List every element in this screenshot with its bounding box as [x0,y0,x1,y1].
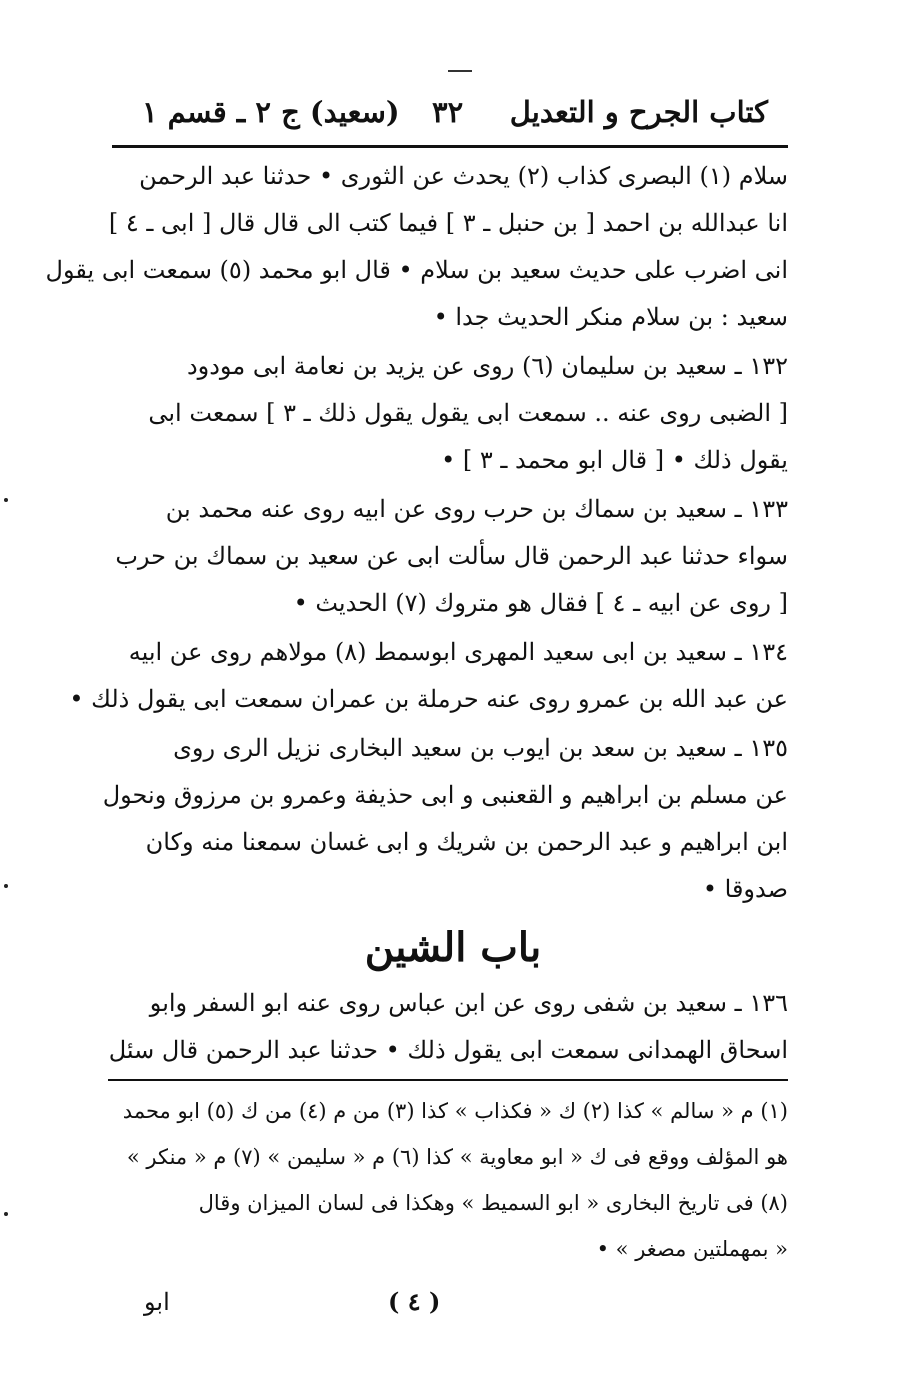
text-line: ١٣٣ ـ سعيد بن سماك بن حرب روى عن ابيه روى عنه محمد بن [165,495,788,523]
entry-continuation [45,153,788,341]
text-line: ١٣٦ ـ سعيد بن شفى روى عن ابن عباس روى عنه ابو السفر وابو [149,989,788,1017]
entry-133 [115,486,788,627]
footnote-line: (٨) فى تاريخ البخارى « ابو السميط » وهكذا فى لسان الميزان وقال [198,1191,788,1215]
header-rule [112,145,788,148]
footnote-rule [108,1079,788,1081]
header-page-number: ٣٢ [432,95,464,129]
text-line: صدوقا • [702,875,788,903]
entry-135 [102,725,788,913]
running-header [142,88,768,136]
scan-speck [4,498,8,502]
text-line: ١٣٤ ـ سعيد بن ابى سعيد المهرى ابوسمط (٨) مولاهم روى عن ابيه [128,638,788,666]
text-line: انا عبدالله بن احمد [ بن حنبل ـ ٣ ] فيما كتب الى قال قال [ ابى ـ ٤ ] [108,209,788,237]
text-line: سواء حدثنا عبد الرحمن قال سألت ابى عن سعيد بن سماك بن حرب [115,542,788,570]
text-line: سلام (١) البصرى كذاب (٢) يحدث عن الثورى • حدثنا عبد الرحمن [139,162,788,190]
text-line: ١٣٥ ـ سعيد بن سعد بن ايوب بن سعيد البخارى نزيل الرى روى [173,734,788,762]
entry-132 [118,343,788,484]
header-book-title: كتاب الجرح و التعديل [509,95,768,129]
text-line: عن مسلم بن ابراهيم و القعنبى و ابى حذيفة وعمرو بن مرزوق ونحول [102,781,788,809]
footnotes [118,1088,788,1272]
scan-speck [4,884,8,888]
text-line: اسحاق الهمدانى سمعت ابى يقول ذلك • حدثنا عبد الرحمن قال سئل [108,1036,788,1064]
text-line: [ روى عن ابيه ـ ٤ ] فقال هو متروك (٧) الحديث • [293,589,788,617]
chapter-heading: باب الشين [364,924,542,971]
text-line: يقول ذلك • [ قال ابو محمد ـ ٣ ] • [441,446,788,474]
main-text [45,153,788,915]
header-section-label: (سعيد) ج ٢ ـ قسم ١ [142,95,400,129]
text-line: [ الضبى روى عنه .. سمعت ابى يقول يقول ذلك ـ ٣ ] سمعت ابى [148,399,788,427]
top-mark [448,70,472,72]
text-line: ١٣٢ ـ سعيد بن سليمان (٦) روى عن يزيد بن نعامة ابى مودود [186,352,788,380]
entry-136 [108,980,788,1074]
entry-134 [69,629,788,723]
text-line: عن عبد الله بن عمرو روى عنه حرملة بن عمران سمعت ابى يقول ذلك • [69,685,788,713]
text-line: انى اضرب على حديث سعيد بن سلام • قال ابو محمد (٥) سمعت ابى يقول [45,256,788,284]
signature-mark: ( ٤ ) [388,1287,441,1316]
footnote-line: هو المؤلف ووقع فى ك « ابو معاوية » كذا (٦) م « سليمن » (٧) م « منكر » [126,1145,788,1169]
page-footer [118,1280,788,1324]
text-line: ابن ابراهيم و عبد الرحمن بن شريك و ابى غسان سمعنا منه وكان [145,828,788,856]
text-line: سعيد : بن سلام منكر الحديث جدا • [433,303,788,331]
footnote-line: (١) م « سالم » كذا (٢) ك « فكذاب » كذا (٣) من م (٤) من ك (٥) ابو محمد [122,1099,788,1123]
footnote-line: « بمهملتين مصغر » • [596,1237,788,1261]
catchword: ابو [144,1288,170,1316]
scan-speck [4,1212,8,1216]
